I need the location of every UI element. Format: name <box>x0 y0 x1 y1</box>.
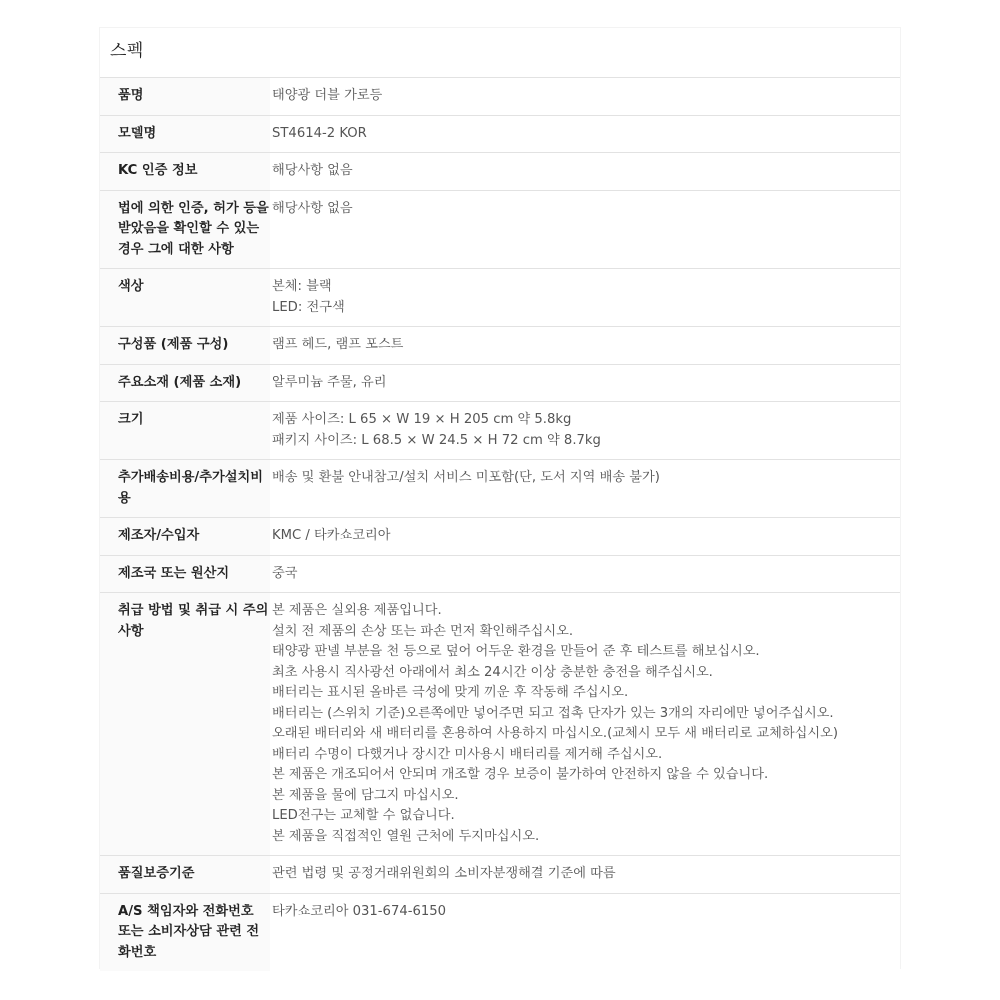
spec-label: 취급 방법 및 취급 시 주의사항 <box>100 593 270 856</box>
spec-label: 주요소재 (제품 소재) <box>100 364 270 402</box>
spec-value <box>270 78 900 116</box>
spec-value-line: 관련 법령 및 공정거래위원회의 소비자분쟁해결 기준에 따름 <box>272 866 616 881</box>
spec-value-line: 중국 <box>272 565 298 581</box>
spec-value-line: KMC / 타카쇼코리아 <box>272 528 391 543</box>
spec-value-line: 태양광 더블 가로등 <box>272 88 383 103</box>
spec-row <box>100 78 900 116</box>
spec-row <box>100 327 900 365</box>
spec-value-line: 최초 사용시 직사광선 아래에서 최소 24시간 이상 충분한 충전을 해주십시오. <box>272 664 713 680</box>
spec-value <box>270 460 900 518</box>
spec-value-line: LED전구는 교체할 수 없습니다. <box>272 808 455 823</box>
spec-value-line: 타카쇼코리아 031-674-6150 <box>272 903 447 919</box>
spec-value-line: 패키지 사이즈: L 68.5 × W 24.5 × H 72 cm 약 8.7kg <box>272 432 601 448</box>
spec-value-line: 제품 사이즈: L 65 × W 19 × H 205 cm 약 5.8kg <box>272 412 572 427</box>
spec-row <box>100 153 900 191</box>
spec-value-line: 오래된 배터리와 새 배터리를 혼용하여 사용하지 마십시오.(교체시 모두 새 배터리로 교체하십시오) <box>272 726 838 741</box>
spec-value-line: LED: 전구색 <box>272 299 345 315</box>
spec-row <box>100 893 900 971</box>
spec-row <box>100 555 900 593</box>
spec-label: 제조자/수입자 <box>100 518 270 556</box>
spec-value <box>270 518 900 556</box>
spec-value <box>270 555 900 593</box>
spec-value <box>270 364 900 402</box>
spec-value-line: 배터리 수명이 다했거나 장시간 미사용시 배터리를 제거해 주십시오. <box>272 746 663 762</box>
spec-label: 추가배송비용/추가설치비용 <box>100 460 270 518</box>
spec-value <box>270 402 900 460</box>
spec-label: A/S 책임자와 전화번호 또는 소비자상담 관련 전화번호 <box>100 893 270 971</box>
spec-value-line: 해당사항 없음 <box>272 200 353 216</box>
spec-row <box>100 364 900 402</box>
spec-value <box>270 190 900 269</box>
spec-row <box>100 460 900 518</box>
spec-label: 모델명 <box>100 115 270 153</box>
spec-label: KC 인증 정보 <box>100 153 270 191</box>
spec-panel <box>100 28 900 968</box>
spec-value-line: ST4614-2 KOR <box>272 125 367 141</box>
spec-row <box>100 593 900 856</box>
spec-row <box>100 856 900 894</box>
spec-value <box>270 856 900 894</box>
spec-value-line: 본 제품은 개조되어서 안되며 개조할 경우 보증이 불가하여 안전하지 않을 수 있습니다. <box>272 767 769 782</box>
spec-value <box>270 893 900 971</box>
spec-value <box>270 327 900 365</box>
spec-value <box>270 269 900 327</box>
spec-label: 법에 의한 인증, 허가 등을 받았음을 확인할 수 있는 경우 그에 대한 사항 <box>100 190 270 269</box>
spec-value-line: 설치 전 제품의 손상 또는 파손 먼저 확인해주십시오. <box>272 623 574 639</box>
spec-label: 색상 <box>100 269 270 327</box>
spec-table-body <box>100 78 900 972</box>
spec-value <box>270 115 900 153</box>
spec-value-line: 배터리는 (스위치 기준)오른쪽에만 넣어주면 되고 접촉 단자가 있는 3개의 자리에만 넣어주십시오. <box>272 705 834 721</box>
spec-value-line: 알루미늄 주물, 유리 <box>272 374 387 390</box>
spec-row <box>100 402 900 460</box>
spec-value-line: 본 제품을 직접적인 열원 근처에 두지마십시오. <box>272 828 540 844</box>
section-title: 스펙 <box>110 41 144 61</box>
spec-label: 제조국 또는 원산지 <box>100 555 270 593</box>
spec-table <box>100 77 900 971</box>
spec-value-line: 램프 헤드, 램프 포스트 <box>272 337 404 352</box>
spec-value <box>270 153 900 191</box>
spec-value-line: 배송 및 환불 안내참고/설치 서비스 미포함(단, 도서 지역 배송 불가) <box>272 470 660 485</box>
spec-row <box>100 115 900 153</box>
spec-row <box>100 269 900 327</box>
spec-value-line: 본 제품을 물에 담그지 마십시오. <box>272 787 459 803</box>
spec-value-line: 본체: 블랙 <box>272 279 332 294</box>
spec-value-line: 본 제품은 실외용 제품입니다. <box>272 603 442 618</box>
spec-value <box>270 593 900 856</box>
spec-label: 품질보증기준 <box>100 856 270 894</box>
spec-label: 크기 <box>100 402 270 460</box>
spec-value-line: 태양광 판넬 부분을 천 등으로 덮어 어두운 환경을 만들어 준 후 테스트를 해보십시오. <box>272 644 760 659</box>
spec-value-line: 해당사항 없음 <box>272 163 353 178</box>
spec-row <box>100 518 900 556</box>
spec-value-line: 배터리는 표시된 올바른 극성에 맞게 끼운 후 작동해 주십시오. <box>272 685 629 700</box>
spec-label: 품명 <box>100 78 270 116</box>
spec-label: 구성품 (제품 구성) <box>100 327 270 365</box>
spec-row <box>100 190 900 269</box>
